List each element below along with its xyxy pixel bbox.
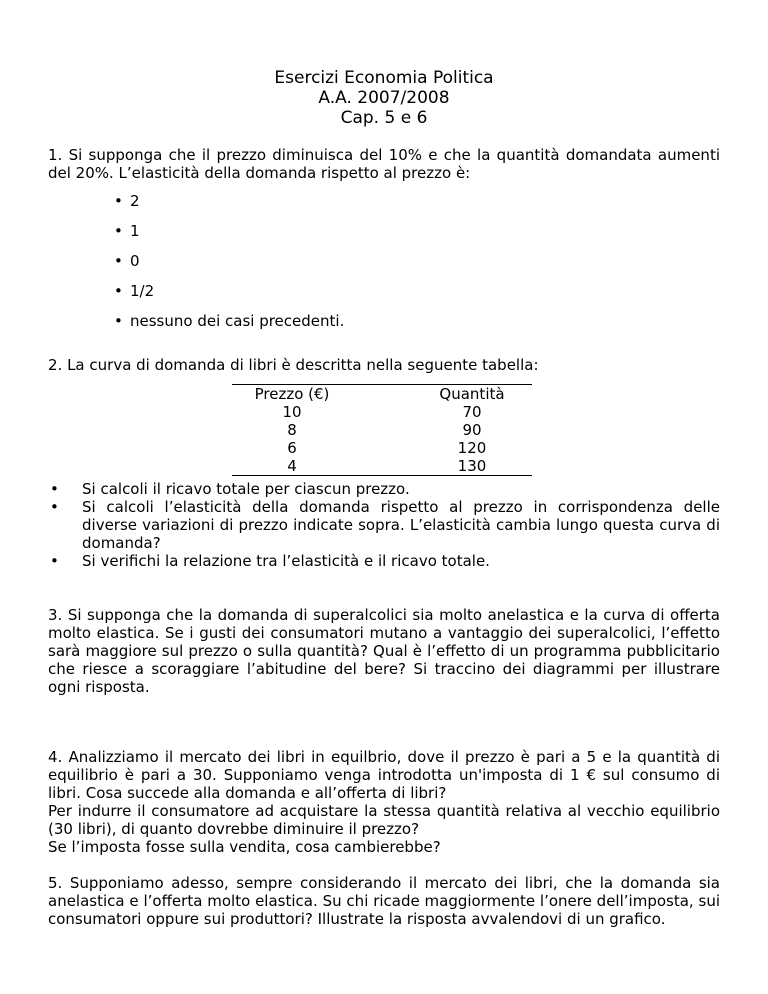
option-label: 2 [130, 192, 140, 210]
question-4-paragraph-1: 4. Analizziamo il mercato dei libri in equilbrio, dove il prezzo è pari a 5 e la quantità di equilibrio è pari a 30. Supponiamo venga introdotta un'imposta di 1 € sul consumo di libri. Cosa succede alla domanda e all’offerta di libri? [48, 748, 720, 802]
quantity-cell: 130 [412, 457, 532, 476]
task-text: Si verifichi la relazione tra l’elasticità e il ricavo totale. [82, 552, 490, 570]
demand-table [232, 384, 532, 476]
question-1-text: 1. Si supponga che il prezzo diminuisca del 10% e che la quantità domandata aumenti del 20%. L’elasticità della domanda rispetto al prezzo è: [48, 146, 720, 182]
question-5 [48, 874, 720, 928]
column-gap [352, 403, 412, 421]
question-4-paragraph-3: Se l’imposta fosse sulla vendita, cosa cambierebbe? [48, 838, 441, 856]
option-label: 0 [130, 252, 140, 270]
option-item [48, 222, 720, 240]
column-header-quantity: Quantità [412, 385, 532, 404]
quantity-cell: 90 [462, 421, 482, 439]
option-item [48, 282, 720, 300]
option-item [48, 192, 720, 210]
task-item [48, 498, 720, 552]
quantity-cell: 120 [457, 439, 487, 457]
document-title [48, 68, 720, 128]
price-cell: 6 [287, 439, 297, 457]
bullet-icon: • [114, 222, 123, 240]
document-page [48, 68, 720, 928]
table-row [232, 457, 532, 476]
bullet-icon: • [114, 252, 123, 270]
question-3-text: 3. Si supponga che la domanda di superalcolici sia molto anelastica e la curva di offerta molto elastica. Se i gusti dei consumatori mutano a vantaggio dei superalcolici, l’effetto sarà maggiore sul prezzo o sulla quantità? Qual è l’effetto di un programma pubblicitario che riesce a scoraggiare l’abitudine del bere? Si traccino dei diagrammi per illustrare ogni risposta. [48, 606, 720, 696]
column-header-price: Prezzo (€) [232, 385, 352, 404]
table-row [232, 403, 532, 421]
bullet-icon: • [50, 498, 59, 516]
question-4-paragraph-2: Per indurre il consumatore ad acquistare la stessa quantità relativa al vecchio equilibrio (30 libri), di quanto dovrebbe diminuire il prezzo? [48, 802, 720, 838]
column-gap [352, 421, 412, 439]
quantity-cell: 70 [462, 403, 482, 421]
task-item [48, 480, 720, 498]
option-label: 1 [130, 222, 140, 240]
bullet-icon: • [50, 552, 59, 570]
price-cell: 8 [287, 421, 297, 439]
bullet-icon: • [114, 312, 123, 330]
question-3 [48, 606, 720, 696]
question-2-text: 2. La curva di domanda di libri è descritta nella seguente tabella: [48, 356, 539, 374]
question-2-tasks [48, 480, 720, 570]
bullet-icon: • [114, 282, 123, 300]
table-row [232, 421, 532, 439]
column-gap [352, 385, 412, 404]
table-header-row [232, 385, 532, 404]
option-item [48, 252, 720, 270]
table-row [232, 439, 532, 457]
title-line-1: Esercizi Economia Politica [274, 68, 494, 88]
title-line-3: Cap. 5 e 6 [340, 108, 428, 128]
option-item [48, 312, 720, 330]
question-4 [48, 748, 720, 856]
task-text: Si calcoli il ricavo totale per ciascun prezzo. [82, 480, 410, 498]
price-cell: 4 [232, 457, 352, 476]
title-line-2: A.A. 2007/2008 [318, 88, 450, 108]
question-1 [48, 146, 720, 330]
question-2 [48, 356, 720, 570]
bullet-icon: • [50, 480, 59, 498]
task-item [48, 552, 720, 570]
option-label: nessuno dei casi precedenti. [130, 312, 345, 330]
task-text: Si calcoli l’elasticità della domanda rispetto al prezzo in corrispondenza delle diverse variazioni di prezzo indicate sopra. L’elasticità cambia lungo questa curva di domanda? [82, 498, 720, 552]
price-cell: 10 [282, 403, 302, 421]
bullet-icon: • [114, 192, 123, 210]
column-gap [352, 439, 412, 457]
column-gap [352, 457, 412, 476]
question-5-text: 5. Supponiamo adesso, sempre considerando il mercato dei libri, che la domanda sia anelastica e l’offerta molto elastica. Su chi ricade maggiormente l’onere dell’imposta, sui consumatori oppure sui produttori? Illustrate la risposta avvalendovi di un grafico. [48, 874, 720, 928]
option-label: 1/2 [130, 282, 155, 300]
question-1-options [48, 192, 720, 330]
